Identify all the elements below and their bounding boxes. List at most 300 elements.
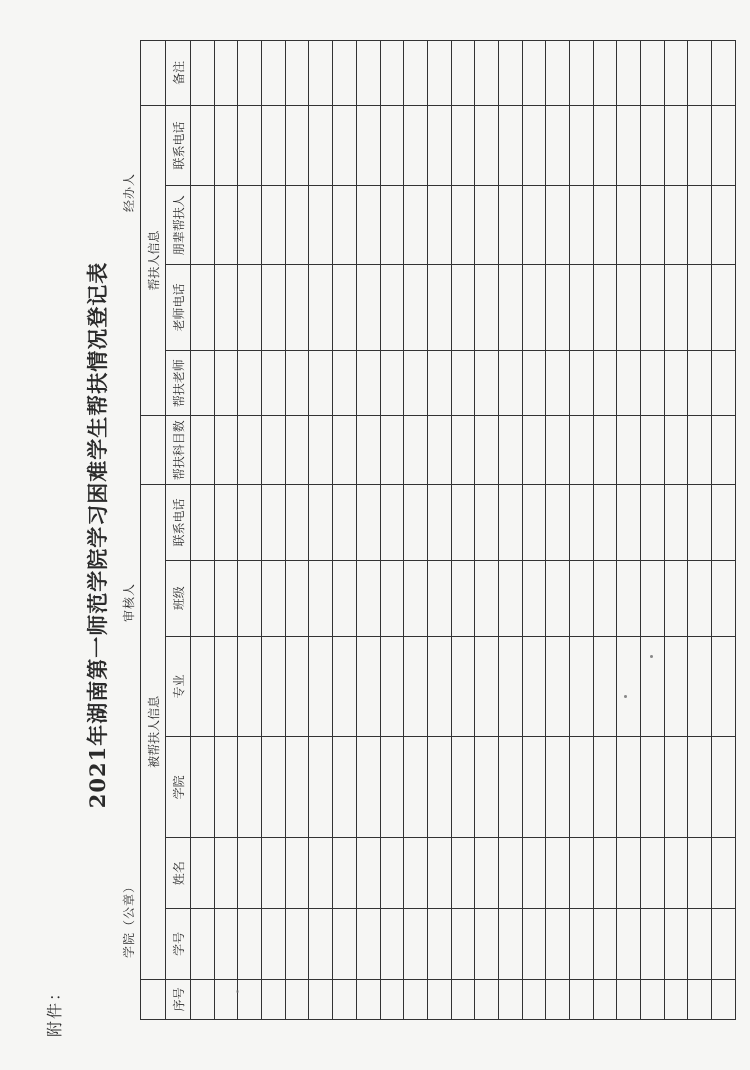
table-cell[interactable] — [664, 979, 688, 1019]
table-cell[interactable] — [380, 186, 404, 265]
table-cell[interactable] — [498, 909, 522, 980]
table-cell[interactable] — [214, 838, 238, 909]
table-cell[interactable] — [546, 265, 570, 351]
table-cell[interactable] — [380, 909, 404, 980]
table-cell[interactable] — [238, 105, 262, 186]
table-cell[interactable] — [285, 265, 309, 351]
table-cell[interactable] — [356, 838, 380, 909]
table-cell[interactable] — [356, 737, 380, 838]
table-cell[interactable] — [522, 838, 546, 909]
table-cell[interactable] — [617, 737, 641, 838]
table-cell[interactable] — [451, 350, 475, 416]
table-cell[interactable] — [380, 636, 404, 737]
table-cell[interactable] — [475, 636, 499, 737]
table-cell[interactable] — [593, 737, 617, 838]
table-cell[interactable] — [404, 350, 428, 416]
table-cell[interactable] — [191, 105, 215, 186]
table-cell[interactable] — [380, 485, 404, 561]
table-cell[interactable] — [617, 105, 641, 186]
table-cell[interactable] — [427, 838, 451, 909]
table-cell[interactable] — [356, 41, 380, 106]
table-cell[interactable] — [451, 979, 475, 1019]
table-cell[interactable] — [451, 41, 475, 106]
table-cell[interactable] — [333, 105, 357, 186]
table-cell[interactable] — [380, 350, 404, 416]
table-cell[interactable] — [214, 416, 238, 485]
table-cell[interactable] — [498, 737, 522, 838]
table-cell[interactable] — [664, 737, 688, 838]
table-cell[interactable] — [570, 416, 594, 485]
table-cell[interactable] — [522, 350, 546, 416]
table-cell[interactable] — [404, 186, 428, 265]
table-cell[interactable] — [617, 350, 641, 416]
table-cell[interactable] — [262, 909, 286, 980]
table-cell[interactable] — [214, 350, 238, 416]
table-cell[interactable] — [214, 737, 238, 838]
table-cell[interactable] — [451, 105, 475, 186]
table-cell[interactable] — [593, 838, 617, 909]
table-cell[interactable] — [546, 838, 570, 909]
table-cell[interactable] — [451, 636, 475, 737]
table-cell[interactable] — [309, 265, 333, 351]
table-cell[interactable] — [641, 636, 665, 737]
table-cell[interactable] — [404, 737, 428, 838]
table-cell[interactable] — [664, 416, 688, 485]
table-cell[interactable] — [475, 350, 499, 416]
table-cell[interactable] — [641, 560, 665, 636]
table-cell[interactable] — [356, 485, 380, 561]
table-cell[interactable] — [380, 41, 404, 106]
table-cell[interactable] — [593, 485, 617, 561]
table-cell[interactable] — [570, 186, 594, 265]
table-cell[interactable] — [593, 416, 617, 485]
table-cell[interactable] — [475, 979, 499, 1019]
table-cell[interactable] — [309, 485, 333, 561]
table-cell[interactable] — [238, 265, 262, 351]
table-cell[interactable] — [404, 979, 428, 1019]
table-cell[interactable] — [238, 636, 262, 737]
table-cell[interactable] — [380, 265, 404, 351]
table-cell[interactable] — [451, 909, 475, 980]
table-cell[interactable] — [546, 186, 570, 265]
table-cell[interactable] — [475, 416, 499, 485]
table-cell[interactable] — [214, 265, 238, 351]
table-cell[interactable] — [285, 979, 309, 1019]
table-cell[interactable] — [475, 186, 499, 265]
table-cell[interactable] — [498, 560, 522, 636]
table-cell[interactable] — [427, 350, 451, 416]
table-cell[interactable] — [285, 485, 309, 561]
table-cell[interactable] — [404, 105, 428, 186]
table-cell[interactable] — [191, 636, 215, 737]
table-cell[interactable] — [191, 416, 215, 485]
table-cell[interactable] — [356, 636, 380, 737]
table-cell[interactable] — [380, 838, 404, 909]
table-cell[interactable] — [262, 979, 286, 1019]
table-cell[interactable] — [688, 485, 712, 561]
table-cell[interactable] — [333, 186, 357, 265]
table-cell[interactable] — [688, 41, 712, 106]
table-cell[interactable] — [262, 838, 286, 909]
table-cell[interactable] — [285, 560, 309, 636]
table-cell[interactable] — [427, 105, 451, 186]
table-cell[interactable] — [498, 485, 522, 561]
table-cell[interactable] — [570, 485, 594, 561]
table-cell[interactable] — [593, 105, 617, 186]
table-cell[interactable] — [404, 485, 428, 561]
table-cell[interactable] — [570, 909, 594, 980]
table-cell[interactable] — [522, 416, 546, 485]
table-cell[interactable] — [570, 350, 594, 416]
table-cell[interactable] — [356, 979, 380, 1019]
table-cell[interactable] — [427, 186, 451, 265]
table-cell[interactable] — [238, 838, 262, 909]
table-cell[interactable] — [285, 909, 309, 980]
table-cell[interactable] — [522, 560, 546, 636]
table-cell[interactable] — [617, 838, 641, 909]
table-row — [641, 41, 665, 1020]
table-cell[interactable] — [475, 909, 499, 980]
table-cell[interactable] — [570, 41, 594, 106]
table-cell[interactable] — [475, 105, 499, 186]
table-cell[interactable] — [688, 350, 712, 416]
table-cell[interactable] — [356, 350, 380, 416]
table-cell[interactable] — [593, 636, 617, 737]
table-cell[interactable] — [262, 636, 286, 737]
table-cell[interactable] — [309, 350, 333, 416]
table-cell[interactable] — [712, 979, 736, 1019]
table-cell[interactable] — [546, 560, 570, 636]
table-cell[interactable] — [712, 265, 736, 351]
table-cell[interactable] — [380, 560, 404, 636]
table-cell[interactable] — [617, 909, 641, 980]
table-cell[interactable] — [285, 636, 309, 737]
table-cell[interactable] — [238, 909, 262, 980]
table-cell[interactable] — [570, 560, 594, 636]
table-cell[interactable] — [498, 979, 522, 1019]
table-cell[interactable] — [546, 41, 570, 106]
table-cell[interactable] — [191, 485, 215, 561]
table-cell[interactable] — [688, 838, 712, 909]
table-cell[interactable] — [262, 737, 286, 838]
table-cell[interactable] — [309, 186, 333, 265]
table-cell[interactable] — [688, 105, 712, 186]
table-cell[interactable] — [546, 485, 570, 561]
table-cell[interactable] — [404, 909, 428, 980]
table-cell[interactable] — [285, 838, 309, 909]
table-cell[interactable] — [546, 350, 570, 416]
table-cell[interactable] — [688, 560, 712, 636]
table-cell[interactable] — [593, 41, 617, 106]
table-cell[interactable] — [309, 105, 333, 186]
table-cell[interactable] — [498, 265, 522, 351]
table-cell[interactable] — [593, 979, 617, 1019]
table-cell[interactable] — [617, 560, 641, 636]
table-cell[interactable] — [191, 265, 215, 351]
table-cell[interactable] — [356, 560, 380, 636]
table-cell[interactable] — [641, 105, 665, 186]
table-cell[interactable] — [664, 485, 688, 561]
table-cell[interactable] — [712, 737, 736, 838]
table-cell[interactable] — [191, 560, 215, 636]
table-cell[interactable] — [712, 560, 736, 636]
table-cell[interactable] — [309, 909, 333, 980]
table-cell[interactable] — [262, 485, 286, 561]
table-cell[interactable] — [356, 105, 380, 186]
table-cell[interactable] — [404, 838, 428, 909]
table-cell[interactable] — [214, 41, 238, 106]
table-cell[interactable] — [475, 41, 499, 106]
table-cell[interactable] — [522, 636, 546, 737]
table-cell[interactable] — [664, 265, 688, 351]
table-cell[interactable] — [498, 186, 522, 265]
table-cell[interactable] — [522, 186, 546, 265]
table-cell[interactable] — [451, 186, 475, 265]
table-cell[interactable] — [593, 186, 617, 265]
table-cell[interactable] — [309, 560, 333, 636]
table-cell[interactable] — [475, 737, 499, 838]
table-cell[interactable] — [546, 909, 570, 980]
table-cell[interactable] — [546, 105, 570, 186]
table-cell[interactable] — [617, 41, 641, 106]
table-cell[interactable] — [498, 416, 522, 485]
table-cell[interactable] — [593, 560, 617, 636]
table-cell[interactable] — [570, 265, 594, 351]
table-cell[interactable] — [617, 265, 641, 351]
table-cell[interactable] — [641, 909, 665, 980]
table-cell[interactable] — [451, 737, 475, 838]
table-cell[interactable] — [712, 105, 736, 186]
table-cell[interactable] — [546, 737, 570, 838]
table-cell[interactable] — [593, 350, 617, 416]
table-cell[interactable] — [191, 350, 215, 416]
table-cell[interactable] — [309, 416, 333, 485]
table-cell[interactable] — [427, 636, 451, 737]
table-cell[interactable] — [427, 979, 451, 1019]
table-cell[interactable] — [688, 636, 712, 737]
table-cell[interactable] — [641, 416, 665, 485]
table-cell[interactable] — [262, 350, 286, 416]
table-cell[interactable] — [262, 105, 286, 186]
table-cell[interactable] — [522, 909, 546, 980]
table-cell[interactable] — [498, 350, 522, 416]
table-cell[interactable] — [333, 737, 357, 838]
table-cell[interactable] — [664, 41, 688, 106]
table-cell[interactable] — [238, 485, 262, 561]
table-cell[interactable] — [641, 737, 665, 838]
table-cell[interactable] — [238, 416, 262, 485]
table-cell[interactable] — [451, 560, 475, 636]
table-cell[interactable] — [617, 636, 641, 737]
table-cell[interactable] — [238, 737, 262, 838]
table-cell[interactable] — [333, 909, 357, 980]
table-cell[interactable] — [238, 979, 262, 1019]
table-cell[interactable] — [262, 41, 286, 106]
table-cell[interactable] — [570, 979, 594, 1019]
table-cell[interactable] — [475, 560, 499, 636]
table-cell[interactable] — [356, 265, 380, 351]
table-cell[interactable] — [309, 41, 333, 106]
table-cell[interactable] — [570, 636, 594, 737]
table-cell[interactable] — [380, 979, 404, 1019]
table-cell[interactable] — [641, 979, 665, 1019]
table-cell[interactable] — [427, 560, 451, 636]
table-cell[interactable] — [498, 105, 522, 186]
table-cell[interactable] — [214, 560, 238, 636]
table-cell[interactable] — [191, 186, 215, 265]
table-cell[interactable] — [570, 105, 594, 186]
table-cell[interactable] — [688, 416, 712, 485]
table-cell[interactable] — [688, 265, 712, 351]
table-cell[interactable] — [641, 186, 665, 265]
table-cell[interactable] — [427, 909, 451, 980]
table-cell[interactable] — [664, 186, 688, 265]
table-cell[interactable] — [191, 838, 215, 909]
table-cell[interactable] — [214, 909, 238, 980]
table-cell[interactable] — [356, 909, 380, 980]
table-cell[interactable] — [617, 485, 641, 561]
table-cell[interactable] — [285, 105, 309, 186]
table-cell[interactable] — [333, 485, 357, 561]
table-cell[interactable] — [522, 737, 546, 838]
table-cell[interactable] — [641, 265, 665, 351]
table-cell[interactable] — [712, 350, 736, 416]
table-cell[interactable] — [641, 41, 665, 106]
table-cell[interactable] — [380, 416, 404, 485]
table-cell[interactable] — [404, 560, 428, 636]
table-cell[interactable] — [333, 979, 357, 1019]
table-cell[interactable] — [546, 416, 570, 485]
table-cell[interactable] — [712, 41, 736, 106]
table-cell[interactable] — [262, 265, 286, 351]
table-cell[interactable] — [712, 636, 736, 737]
table-cell[interactable] — [688, 979, 712, 1019]
table-cell[interactable] — [191, 979, 215, 1019]
table-cell[interactable] — [356, 186, 380, 265]
table-cell[interactable] — [214, 979, 238, 1019]
table-cell[interactable] — [427, 265, 451, 351]
table-cell[interactable] — [688, 909, 712, 980]
table-cell[interactable] — [309, 979, 333, 1019]
table-cell[interactable] — [570, 838, 594, 909]
table-cell[interactable] — [593, 909, 617, 980]
table-cell[interactable] — [451, 838, 475, 909]
table-cell[interactable] — [522, 105, 546, 186]
table-cell[interactable] — [214, 105, 238, 186]
table-cell[interactable] — [191, 737, 215, 838]
table-cell[interactable] — [285, 350, 309, 416]
table-cell[interactable] — [641, 838, 665, 909]
table-cell[interactable] — [688, 737, 712, 838]
table-cell[interactable] — [380, 105, 404, 186]
table-cell[interactable] — [380, 737, 404, 838]
table-cell[interactable] — [309, 737, 333, 838]
table-cell[interactable] — [356, 416, 380, 485]
table-cell[interactable] — [191, 909, 215, 980]
table-cell[interactable] — [498, 838, 522, 909]
table-cell[interactable] — [522, 979, 546, 1019]
table-cell[interactable] — [522, 41, 546, 106]
table-cell[interactable] — [712, 416, 736, 485]
table-cell[interactable] — [309, 838, 333, 909]
table-cell[interactable] — [238, 560, 262, 636]
table-cell[interactable] — [641, 485, 665, 561]
table-cell[interactable] — [570, 737, 594, 838]
table-cell[interactable] — [238, 350, 262, 416]
table-cell[interactable] — [262, 416, 286, 485]
table-cell[interactable] — [404, 41, 428, 106]
table-cell[interactable] — [451, 265, 475, 351]
table-cell[interactable] — [498, 636, 522, 737]
table-cell[interactable] — [475, 838, 499, 909]
table-cell[interactable] — [333, 416, 357, 485]
table-cell[interactable] — [285, 416, 309, 485]
table-cell[interactable] — [641, 350, 665, 416]
table-cell[interactable] — [238, 186, 262, 265]
table-cell[interactable] — [404, 416, 428, 485]
table-cell[interactable] — [404, 636, 428, 737]
table-cell[interactable] — [664, 105, 688, 186]
table-cell[interactable] — [333, 560, 357, 636]
table-cell[interactable] — [333, 636, 357, 737]
table-cell[interactable] — [214, 186, 238, 265]
table-cell[interactable] — [285, 41, 309, 106]
table-cell[interactable] — [664, 636, 688, 737]
table-cell[interactable] — [712, 186, 736, 265]
table-cell[interactable] — [262, 560, 286, 636]
table-cell[interactable] — [333, 350, 357, 416]
table-cell[interactable] — [333, 41, 357, 106]
table-cell[interactable] — [285, 737, 309, 838]
table-cell[interactable] — [664, 838, 688, 909]
table-cell[interactable] — [427, 737, 451, 838]
table-cell[interactable] — [214, 636, 238, 737]
table-cell[interactable] — [664, 560, 688, 636]
table-cell[interactable] — [593, 265, 617, 351]
table-cell[interactable] — [664, 909, 688, 980]
table-cell[interactable] — [664, 350, 688, 416]
table-cell[interactable] — [451, 485, 475, 561]
table-cell[interactable] — [546, 979, 570, 1019]
table-cell[interactable] — [688, 186, 712, 265]
table-cell[interactable] — [404, 265, 428, 351]
table-cell[interactable] — [498, 41, 522, 106]
table-cell[interactable] — [238, 41, 262, 106]
table-cell[interactable] — [427, 41, 451, 106]
table-cell[interactable] — [214, 485, 238, 561]
table-cell[interactable] — [712, 485, 736, 561]
table-cell[interactable] — [617, 979, 641, 1019]
table-cell[interactable] — [333, 265, 357, 351]
table-cell[interactable] — [427, 485, 451, 561]
table-cell[interactable] — [522, 265, 546, 351]
table-cell[interactable] — [191, 41, 215, 106]
table-cell[interactable] — [475, 485, 499, 561]
table-cell[interactable] — [712, 909, 736, 980]
table-cell[interactable] — [285, 186, 309, 265]
table-cell[interactable] — [546, 636, 570, 737]
table-cell[interactable] — [333, 838, 357, 909]
table-cell[interactable] — [427, 416, 451, 485]
table-cell[interactable] — [451, 416, 475, 485]
table-cell[interactable] — [617, 416, 641, 485]
table-cell[interactable] — [309, 636, 333, 737]
table-cell[interactable] — [617, 186, 641, 265]
table-cell[interactable] — [475, 265, 499, 351]
table-cell[interactable] — [522, 485, 546, 561]
table-cell[interactable] — [712, 838, 736, 909]
table-cell[interactable] — [262, 186, 286, 265]
